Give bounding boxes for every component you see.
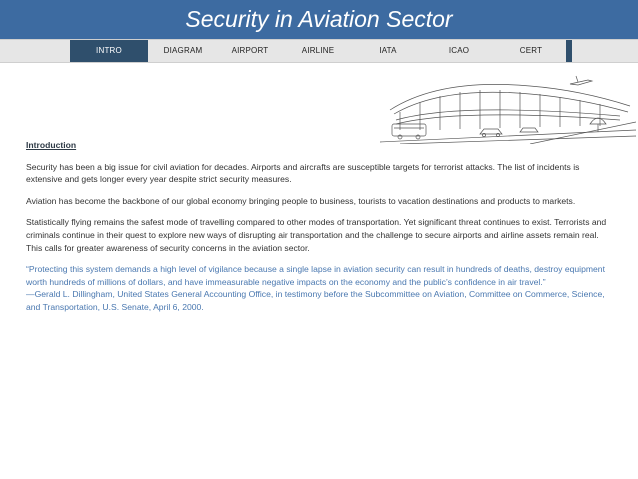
quote-attribution: —Gerald L. Dillingham, United States General Accounting Office, in testimony before the Subcommittee on Aviation, Committee on Commerce, Science, and Transportation, U.S. Senate, April 6, 2000.	[26, 289, 605, 312]
tab-icao[interactable]: ICAO	[448, 46, 470, 55]
page-title: Security in Aviation Sector	[185, 6, 453, 32]
airport-terminal-sketch-icon	[380, 72, 636, 144]
paragraph: Aviation has become the backbone of our global economy bringing people to business, tourists to vacation destinations and products to markets.	[26, 195, 576, 206]
paragraph: Security has been a big issue for civil aviation for decades. Airports and aircrafts are susceptible targets for terrorist attacks. The list of incidents is extensive and gets longer every year despite strict security measures.	[26, 161, 580, 185]
tab-airline[interactable]: AIRLINE	[301, 46, 335, 55]
paragraph: Statistically flying remains the safest mode of travelling compared to other modes of transportation. Yet significant threat continues to exist. Terrorists and criminals continue in their quest to explore new ways of disrupting air transportation and the challenge to secure airports and airline assets remain real. This calls for greater awareness of security concerns in the aviation sector.	[26, 217, 607, 253]
section-heading: Introduction	[26, 140, 77, 150]
tab-iata[interactable]: IATA	[379, 46, 397, 55]
tab-diagram[interactable]: DIAGRAM	[163, 46, 203, 55]
tab-intro[interactable]: INTRO	[70, 40, 148, 62]
tab-airport[interactable]: AIRPORT	[231, 46, 269, 55]
quote-block	[26, 263, 612, 313]
main-content	[26, 139, 612, 314]
nav-endcap	[566, 40, 572, 62]
tab-cert[interactable]: CERT	[519, 46, 543, 55]
nav-bar	[0, 39, 638, 63]
quote-text: “Protecting this system demands a high level of vigilance because a single lapse in aviation security can result in hundreds of deaths, destroy equipment worth hundreds of millions of dollars, and have immeasurable negative impacts on the economy and the public’s confidence in air travel.”	[26, 264, 605, 287]
